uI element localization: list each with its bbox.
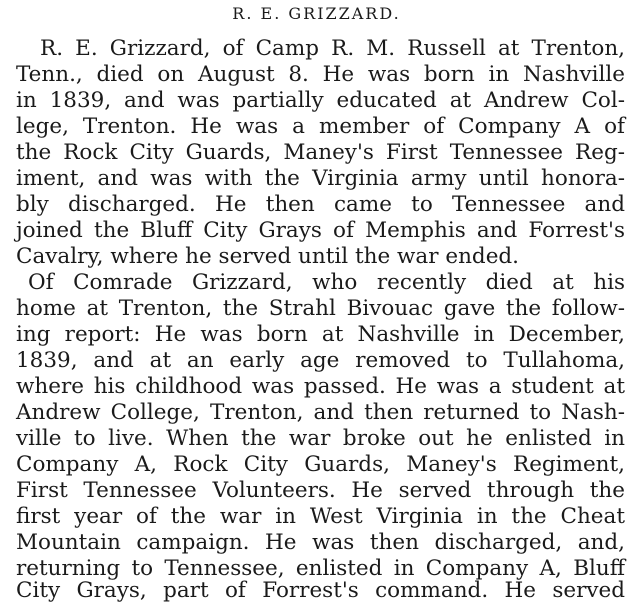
text-line: joined the Bluff City Grays of Memphis and Forrest's (16, 218, 625, 243)
text-line: 1839, and at an early age removed to Tullahoma, (16, 348, 625, 373)
text-line: home at Trenton, the Strahl Bivouac gave the follow- (16, 296, 625, 321)
text-line: Cavalry, where he served until the war ended. (16, 244, 520, 269)
text-line: iment, and was with the Virginia army until honora- (16, 166, 625, 191)
text-line: first year of the war in West Virginia in the Cheat (16, 504, 625, 529)
text-line: Company A, Rock City Guards, Maney's Regiment, (16, 452, 625, 477)
text-line: ville to live. When the war broke out he enlisted in (16, 426, 625, 451)
text-line: in 1839, and was partially educated at Andrew Col- (16, 88, 625, 113)
text-line: Andrew College, Trenton, and then returned to Nash- (16, 400, 625, 425)
text-line: Tenn., died on August 8. He was born in Nashville (16, 62, 625, 87)
text-line: where his childhood was passed. He was a student at (16, 374, 625, 399)
text-line: City Grays, part of Forrest's command. He served (16, 578, 625, 603)
text-line: returning to Tennessee, enlisted in Company A, Bluff (16, 556, 625, 581)
text-line: First Tennessee Volunteers. He served through the (16, 478, 625, 503)
text-line: R. E. Grizzard, of Camp R. M. Russell at Trenton, (40, 36, 625, 61)
article-title: R. E. GRIZZARD. (232, 4, 401, 23)
text-line: lege, Trenton. He was a member of Company A of (16, 114, 625, 139)
text-line: Mountain campaign. He was then discharged, and, (16, 530, 625, 555)
text-line: the Rock City Guards, Maney's First Tennessee Reg- (16, 140, 625, 165)
text-line: Of Comrade Grizzard, who recently died at his (28, 270, 625, 295)
text-line: bly discharged. He then came to Tennessee and (16, 192, 625, 217)
text-line: ing report: He was born at Nashville in December, (16, 322, 625, 347)
